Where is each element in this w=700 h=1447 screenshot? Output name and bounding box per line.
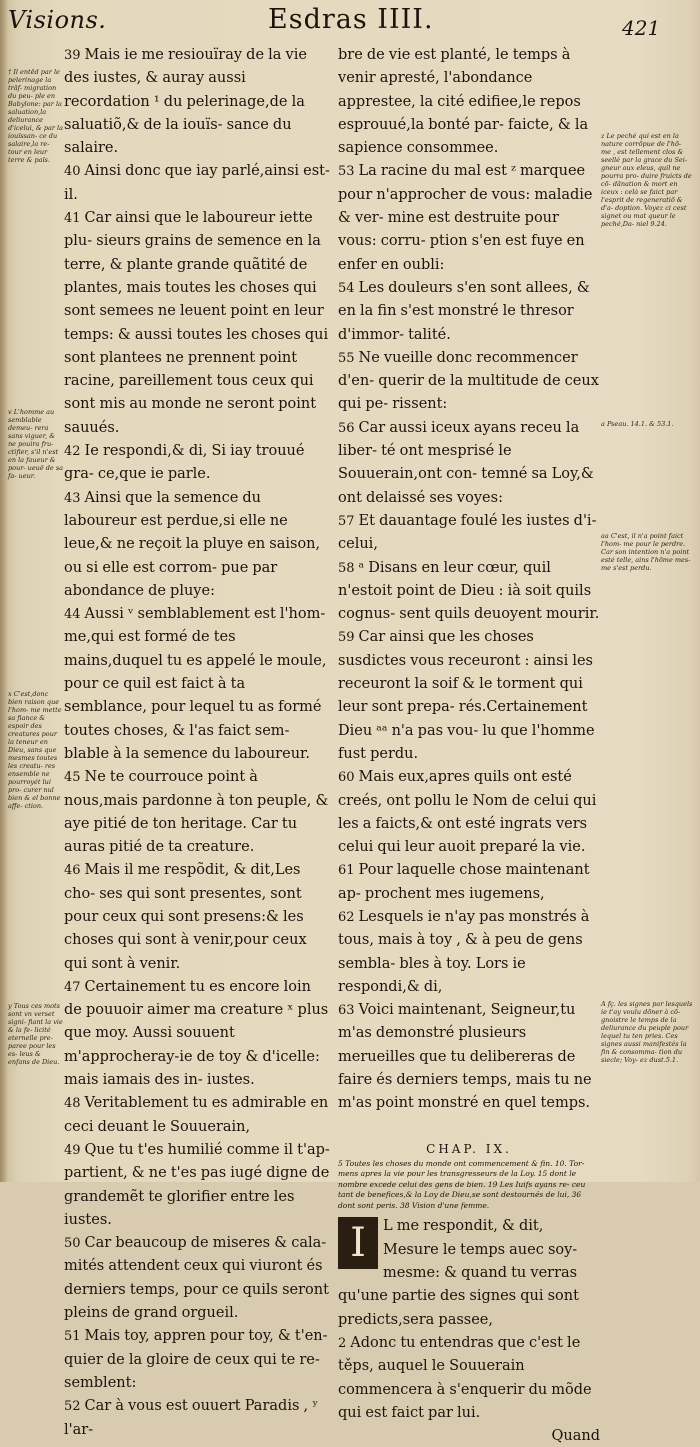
margin-note: † Il entēd par le pelerinage la trāf- migration du peu- ple en Babylone: par la saluation,la deliurance d'icelui, & par la iouïssan- ce du salaire,la re- tour en leur terre & païs. — [8, 68, 64, 164]
verse-number: 58 — [338, 560, 355, 576]
verse-number: 57 — [338, 513, 355, 529]
verse — [64, 487, 332, 603]
verse-number: 48 — [64, 1096, 81, 1112]
gutter-shadow — [0, 0, 8, 1182]
verse-number: 49 — [64, 1142, 81, 1158]
verse-text: Que tu t'es humilié comme il t'ap- partient, & ne t'es pas iugé digne de grandemẽt te glorifier entre les iustes. — [64, 1141, 330, 1228]
verse-text: Lesquels ie n'ay pas monstrés à tous, mais à toy , & à peu de gens sembla- bles à toy. Lors ie respondi,& di, — [338, 908, 590, 995]
verse-number: 47 — [64, 979, 81, 995]
verse — [64, 976, 332, 1092]
verse — [64, 1092, 332, 1139]
verse-text: Ie respondi,& di, Si iay trouué gra- ce,que ie parle. — [64, 443, 305, 483]
verse-text: ᵃ Disans en leur cœur, quil n'estoit point de Dieu : ià soit quils cognus- sent quils deuoyent mourir. — [338, 559, 600, 623]
verse-number: 61 — [338, 863, 355, 879]
margin-note: v L'homme au semblable demeu- rera sans viguer, & ne pouira fru- ctifier, s'il n'est en la faueur & pour- ueuë de sa fa- ueur. — [8, 408, 64, 480]
verse-text: Adonc tu entendras que c'est le těps, auquel le Souuerain commencera à s'enquerir du mõde qui est faict par lui. — [338, 1334, 592, 1421]
chapter-opening — [338, 1215, 600, 1425]
verse-text: Mais il me respõdit, & dit,Les cho- ses qui sont presentes, sont pour ceux qui sont presens:& les choses qui sont à venir,pour ceux qui sont à venir. — [64, 862, 307, 972]
verse — [338, 510, 600, 557]
running-head-left: Visions. — [8, 6, 107, 34]
chapter-heading: CHAP. IX. — [426, 1141, 512, 1156]
left-text-column — [64, 44, 332, 1442]
verse-text: Car à vous est ouuert Paradis , ʸ l'ar- — [64, 1398, 319, 1438]
verse-text: Et dauantage foulé les iustes d'i- celui, — [338, 512, 597, 553]
verse-text: Car beaucoup de miseres & cala- mités attendent ceux qui viuront és derniers temps, pour ce quils seront pleins de grand orgueil. — [64, 1235, 329, 1322]
verse — [338, 859, 600, 906]
verse-text: Pour laquelle chose maintenant ap- prochent mes iugemens, — [338, 862, 590, 902]
margin-note: z Le peché qui est en la nature corrõpue de l'hõ- me , est tellement clos & seellé par la grace du Sei- gneur aux eleus, quil ne pourra pro- duire fruicts de cõ- dãnation & mort en iceux : celà se faict par l'esprit de regeneratiõ & d'a- doption. Voyez ci cest signet ou mat queur le peché,Da- niel 9.24. — [601, 132, 692, 228]
verse-text: Ne vueille donc recommencer d'en- querir de la multitude de ceux qui pe- rissent: — [338, 349, 599, 413]
verse — [338, 1116, 600, 1139]
verse-number: 45 — [64, 770, 81, 786]
verse — [64, 207, 332, 440]
verse-text: Aussi ᵛ semblablement est l'hom- me,qui est formé de tes mains,duquel tu es appelé le moule, pour ce quil est faict à ta semblance, pour lequel tu as formé toutes choses, & l'as faict sem- blable à la semence du laboureur. — [64, 606, 327, 762]
verse — [338, 417, 600, 510]
verse-number: 41 — [64, 211, 81, 227]
verse-number: 50 — [64, 1236, 81, 1252]
verse — [64, 859, 332, 975]
verse-text: Mais toy, appren pour toy, & t'en- quier de la gloire de ceux qui te re- semblent: — [64, 1328, 328, 1391]
verse-number: 40 — [64, 164, 81, 180]
margin-note: a Pseau. 14.1. & 53.1. — [601, 420, 674, 428]
verse-text: Car ainsi que le laboureur iette plu- sieurs grains de semence en la terre, & plante grande quãtité de plantes, mais toutes les choses qui sont semees ne leuent point en leur temps: & aussi toutes les choses qui sont plantees ne prennent point racine, pareillement tous ceux qui sont mis au monde ne seront point sauués. — [64, 210, 329, 436]
verse-text: Ainsi que la semence du laboureur est perdue,si elle ne leue,& ne reçoit la pluye en saison, ou si elle est corrom- pue par abondance de pluye: — [64, 489, 321, 599]
verse-text: Veritablement tu es admirable en ceci deuant le Souuerain, — [64, 1095, 329, 1135]
verse — [338, 999, 600, 1115]
chapter-summary: 5 Toutes les choses du monde ont commencement & fin. 10. Tor- mens apres la vie pour les transgresseurs de la Loy. 15 dont le nombre excede celui des gens de bien. 19 Les Iuifs ayans re- ceu tant de benefices,& la Loy de Dieu,se sont destournés de lui, 36 dont sont peris. 38 Vision d'une femme. — [338, 1158, 586, 1210]
verse-number: 46 — [64, 863, 81, 879]
verse — [64, 160, 332, 207]
verse — [64, 440, 332, 487]
verse-text: Mais ie me resiouïray de la vie des iustes, & auray aussi recordation ¹ du pelerinage,de la saluatiõ,& de la iouïs- sance du salaire. — [64, 47, 307, 157]
verse-number: 51 — [64, 1329, 81, 1345]
verse-text: Mais eux,apres quils ont esté creés, ont pollu le Nom de celui qui les a faicts,& ont esté ingrats vers celui qui leur auoit preparé la vie. — [338, 769, 597, 856]
verse-number: 44 — [64, 607, 81, 623]
verse — [338, 277, 600, 347]
verse — [338, 557, 600, 627]
verse — [338, 160, 600, 276]
margin-note: y Tous ces mots sont vn verset signi- fiant la vie & la fe- licité eternelle pre- paree pour les es- leus & enfans de Dieu. — [8, 1002, 63, 1066]
margin-note: aa C'est, il n'a point faict l'hom- me pour le perdre. Car son intention n'a point esté telle, ains l'hõme mes- me s'est perdu. — [601, 532, 691, 572]
verse — [64, 603, 332, 766]
right-text-column — [338, 44, 600, 1447]
verse-text: Les douleurs s'en sont allees, & en la fin s'est monstré le thresor d'immor- talité. — [338, 279, 590, 343]
verse-text: bre de vie est planté, le temps à venir apresté, l'abondance apprestee, la cité edifiee,le repos esprouué,la bonté par- faicte, & la sapience consommee. — [338, 47, 589, 157]
verse-text: Car ainsi que les choses susdictes vous receuront : ainsi les receuront la soif & le torment qui leur sont prepa- rés.Certainement Dieu ᵃᵃ n'a pas vou- lu que l'homme fust perdu. — [338, 629, 595, 762]
verse-number: 56 — [338, 420, 355, 436]
margin-note: x C'est,donc bien raison que l'hom- me mette sa fiance & espoir des creatures pour la teneur en Dieu, sans que mesmes toutes les creatu- res ensemble ne pourroyét lui pro- curer nul bien & el bonne affe- ction. — [8, 690, 62, 810]
verse-continuation — [338, 44, 600, 160]
catchword: Quand — [551, 1428, 600, 1445]
margin-note: A fç. les signes par lesquels ie t'ay voulu dõner à cõ- gnoistre le temps de la deliurance du peuple pour lequel tu ten pries. Ces signes aussi manifestés la fin & consomma- tion du siecle; Voy- ez dust.5.1. — [601, 1000, 693, 1064]
verse-number: 53 — [338, 164, 355, 180]
verse-number: 54 — [338, 280, 355, 296]
verse-text: Car aussi iceux ayans receu la liber- té ont mesprisé le Souuerain,ont con- temné sa Loy,& ont delaissé ses voyes: — [338, 419, 594, 506]
verse — [64, 766, 332, 859]
verse-number: 63 — [338, 1003, 355, 1019]
verse-number: 43 — [64, 490, 81, 506]
drop-cap: I — [338, 1217, 378, 1269]
verse-number: 59 — [338, 630, 355, 646]
verse-text: L me respondit, & dit, Mesure le temps auec soy-mesme: & quand tu verras qu'une partie des signes qui sont predicts,sera passee, — [338, 1218, 579, 1328]
verse-number: 2 — [338, 1335, 347, 1351]
verse-text: Ainsi donc que iay parlé,ainsi est-il. — [64, 163, 330, 203]
verse-number: 42 — [64, 444, 81, 460]
verse-text: La racine du mal est ᶻ marquee pour n'approcher de vous: maladie & ver- mine est destruite pour vous: corru- ption s'en est fuye en enfer en oubli: — [338, 163, 593, 273]
verse — [338, 626, 600, 766]
verse — [64, 1232, 332, 1325]
verse-number: 55 — [338, 350, 355, 366]
verse — [64, 44, 332, 160]
verse-text: Ne te courrouce point à nous,mais pardonne à ton peuple, & aye pitié de ton heritage. Car tu auras pitié de ta creature. — [64, 769, 329, 856]
running-head-title: Esdras IIII. — [268, 4, 434, 35]
verse-text: Certainement tu es encore loin de pouuoir aimer ma creature ˣ plus que moy. Aussi souuent m'approcheray-ie de toy & d'icelle: mais iamais des in- iustes. — [64, 978, 329, 1089]
verse — [338, 906, 600, 999]
verse-text: Voici maintenant, Seigneur,tu m'as demonstré plusieurs merueilles que tu delibereras de faire és derniers temps, mais tu ne m'as point monstré en quel temps. — [338, 1002, 592, 1112]
verse-number: 39 — [64, 48, 81, 63]
verse — [64, 1325, 332, 1395]
verse — [338, 766, 600, 859]
verse — [338, 347, 600, 417]
verse — [64, 1139, 332, 1232]
verse-number: 52 — [64, 1399, 81, 1415]
page-number: 421 — [622, 16, 661, 40]
verse-number: 62 — [338, 909, 355, 925]
verse — [64, 1395, 332, 1442]
verse — [338, 1332, 600, 1425]
verse-number: 60 — [338, 770, 355, 786]
